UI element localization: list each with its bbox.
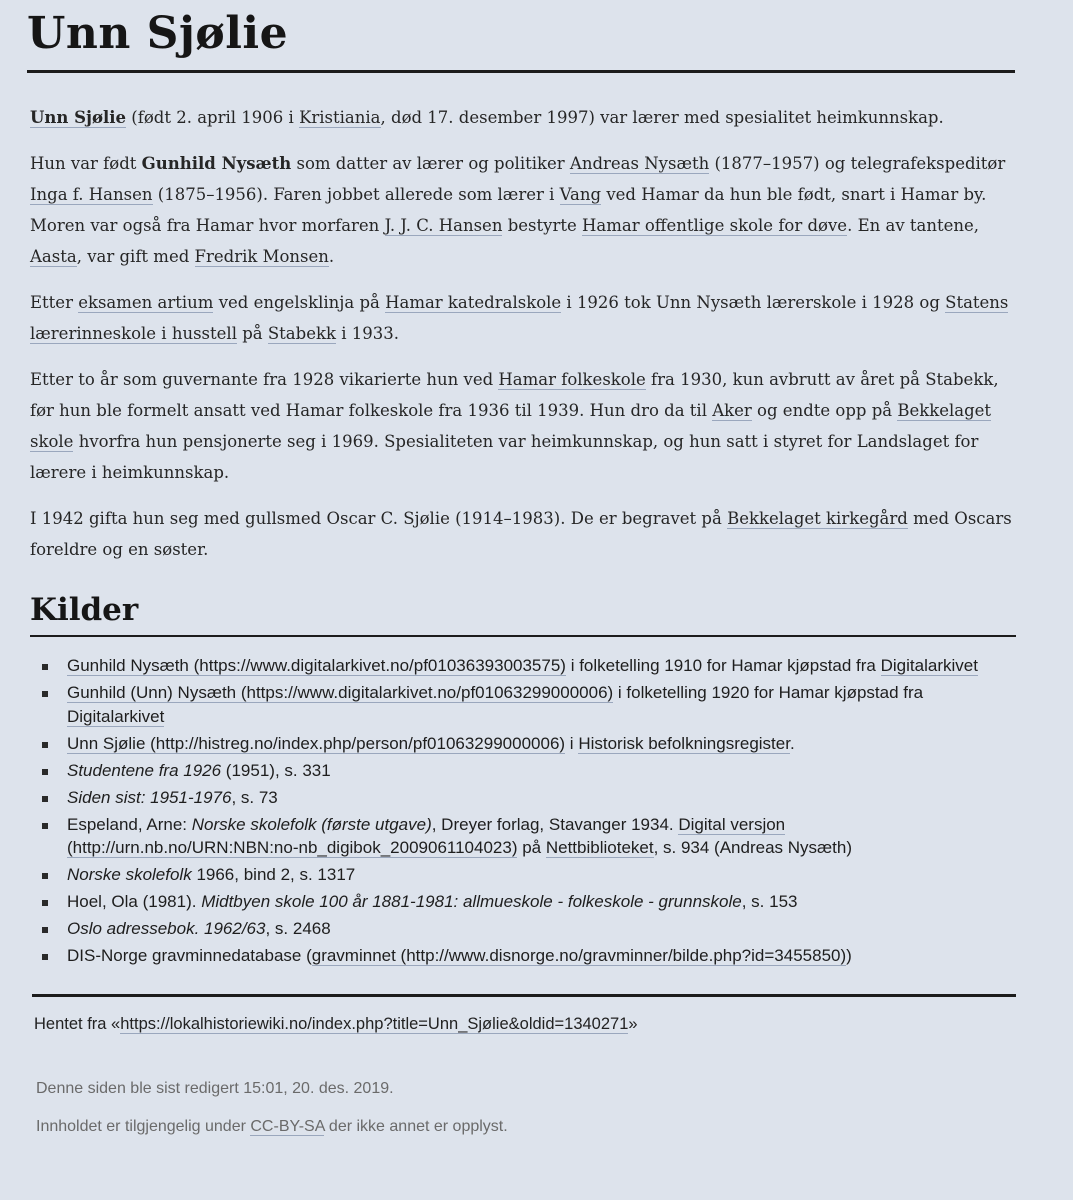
link-fredrik-monsen[interactable]: Fredrik Monsen [194,247,329,266]
link-statens-laererinneskole[interactable]: Statens lærerinneskole i husstell [30,293,1009,343]
link-andreas-nysaeth[interactable]: Andreas Nysæth [569,154,710,173]
sources-list [36,654,1021,971]
list-item: Gunhild (Unn) Nysæth (https://www.digitalarkivet.no/pf01063299000006) i folketelling 1920 for Hamar kjøpstad fra Digitalarkivet [36,681,1021,728]
source-link[interactable]: Gunhild (Unn) Nysæth (https://www.digitalarkivet.no/pf01063299000006) [67,683,614,702]
paragraph-career: Etter to år som guvernante fra 1928 vikarierte hun ved Hamar folkeskole fra 1930, kun avbrutt av året på Stabekk, før hun ble formelt ansatt ved Hamar folkeskole fra 1936 til 1939. Hun dro da til Aker og endte opp på Bekkelaget skole hvorfra hun pensjonerte seg i 1969. Spesialiteten var heimkunnskap, og hun satt i styret for Landslaget for lærere i heimkunnskap. [30,370,999,482]
list-item: Oslo adressebok. 1962/63, s. 2468 [36,917,1021,941]
title-rule [27,70,1015,73]
source-link[interactable]: gravminnet (http://www.disnorge.no/gravminner/bilde.php?id=3455850) [311,946,847,965]
bullet-icon [42,664,48,670]
link-kristiania[interactable]: Kristiania [299,108,381,127]
last-edited: Denne siden ble sist redigert 15:01, 20. des. 2019. [36,1080,394,1097]
list-item: Hoel, Ola (1981). Midtbyen skole 100 år 1881-1981: allmueskole - folkeskole - grunnskole, s. 153 [36,890,1021,914]
sources-rule [30,635,1016,637]
link-hamar-folkeskole[interactable]: Hamar folkeskole [498,370,646,389]
list-item: Norske skolefolk 1966, bind 2, s. 1317 [36,863,1021,887]
link-vang[interactable]: Vang [559,185,602,204]
paragraph-intro: Unn Sjølie (født 2. april 1906 i Kristiania, død 17. desember 1997) var lærer med spesialitet heimkunnskap. [30,108,944,127]
link-hamar-dove-skole[interactable]: Hamar offentlige skole for døve [581,216,848,235]
source-link[interactable]: Digital versjon (http://urn.nb.no/URN:NBN:no-nb_digibok_2009061104023) [67,814,786,857]
list-item: Espeland, Arne: Norske skolefolk (første utgave), Dreyer forlag, Stavanger 1934. Digital versjon (http://urn.nb.no/URN:NBN:no-nb_digibok_2009061104023) på Nettbiblioteket, s. 934 (Andreas Nysæth) [36,813,1021,860]
list-item: DIS-Norge gravminnedatabase (gravminnet (http://www.disnorge.no/gravminner/bilde.php?id=3455850)) [36,944,1021,968]
retrieved-from: Hentet fra «https://lokalhistoriewiki.no/index.php?title=Unn_Sjølie&oldid=1340271» [34,1015,638,1033]
link-jjc-hansen[interactable]: J. J. C. Hansen [384,216,503,235]
bullet-icon [42,873,48,879]
list-item: Studentene fra 1926 (1951), s. 331 [36,759,1021,783]
list-item: Unn Sjølie (http://histreg.no/index.php/person/pf01063299000006) i Historisk befolkningsregister. [36,732,1021,756]
bullet-icon [42,823,48,829]
link-aasta[interactable]: Aasta [30,247,77,266]
bullet-icon [42,900,48,906]
bullet-icon [42,769,48,775]
link-bekkelaget-kirkegard[interactable]: Bekkelaget kirkegård [727,509,908,528]
link-subject[interactable]: Unn Sjølie [30,108,127,127]
retrieved-link[interactable]: https://lokalhistoriewiki.no/index.php?title=Unn_Sjølie&oldid=1340271 [120,1015,629,1033]
bullet-icon [42,796,48,802]
license-link[interactable]: CC-BY-SA [250,1118,325,1135]
source-link[interactable]: Unn Sjølie (http://histreg.no/index.php/person/pf01063299000006) [67,733,566,753]
link-inga-hansen[interactable]: Inga f. Hansen [30,185,153,204]
source-link[interactable]: Digitalarkivet [67,706,165,726]
birth-name: Gunhild Nysæth [141,154,292,173]
bullet-icon [42,927,48,933]
sources-heading: Kilder [30,592,139,628]
article-body [30,102,1020,580]
footer-rule [32,994,1016,997]
link-aker[interactable]: Aker [712,401,752,420]
source-link[interactable]: Historisk befolkningsregister [578,733,790,753]
source-link[interactable]: Nettbiblioteket [545,838,654,857]
page-title: Unn Sjølie [27,8,289,59]
link-bekkelaget-skole[interactable]: Bekkelaget skole [30,401,992,451]
paragraph-family: Hun var født Gunhild Nysæth som datter av lærer og politiker Andreas Nysæth (1877–1957) og telegrafekspeditør Inga f. Hansen (1875–1956). Faren jobbet allerede som lærer i Vang ved Hamar da hun ble født, snart i Hamar by. Moren var også fra Hamar hvor morfaren J. J. C. Hansen bestyrte Hamar offentlige skole for døve. En av tantene, Aasta, var gift med Fredrik Monsen. [30,154,1006,266]
bullet-icon [42,954,48,960]
list-item: Siden sist: 1951-1976, s. 73 [36,786,1021,810]
list-item: Gunhild Nysæth (https://www.digitalarkivet.no/pf01036393003575) i folketelling 1910 for Hamar kjøpstad fra Digitalarkivet [36,654,1021,678]
link-eksamen-artium[interactable]: eksamen artium [78,293,214,312]
source-link[interactable]: Gunhild Nysæth (https://www.digitalarkivet.no/pf01036393003575) [67,656,566,675]
link-stabekk[interactable]: Stabekk [267,324,336,343]
license-notice: Innholdet er tilgjengelig under CC-BY-SA der ikke annet er opplyst. [36,1118,508,1135]
source-link[interactable]: Digitalarkivet [880,656,978,675]
link-hamar-katedralskole[interactable]: Hamar katedralskole [385,293,562,312]
bullet-icon [42,742,48,748]
paragraph-education: Etter eksamen artium ved engelsklinja på Hamar katedralskole i 1926 tok Unn Nysæth lærerskole i 1928 og Statens lærerinneskole i husstell på Stabekk i 1933. [30,293,1009,343]
paragraph-marriage: I 1942 gifta hun seg med gullsmed Oscar C. Sjølie (1914–1983). De er begravet på Bekkelaget kirkegård med Oscars foreldre og en søster. [30,509,1012,559]
bullet-icon [42,691,48,697]
